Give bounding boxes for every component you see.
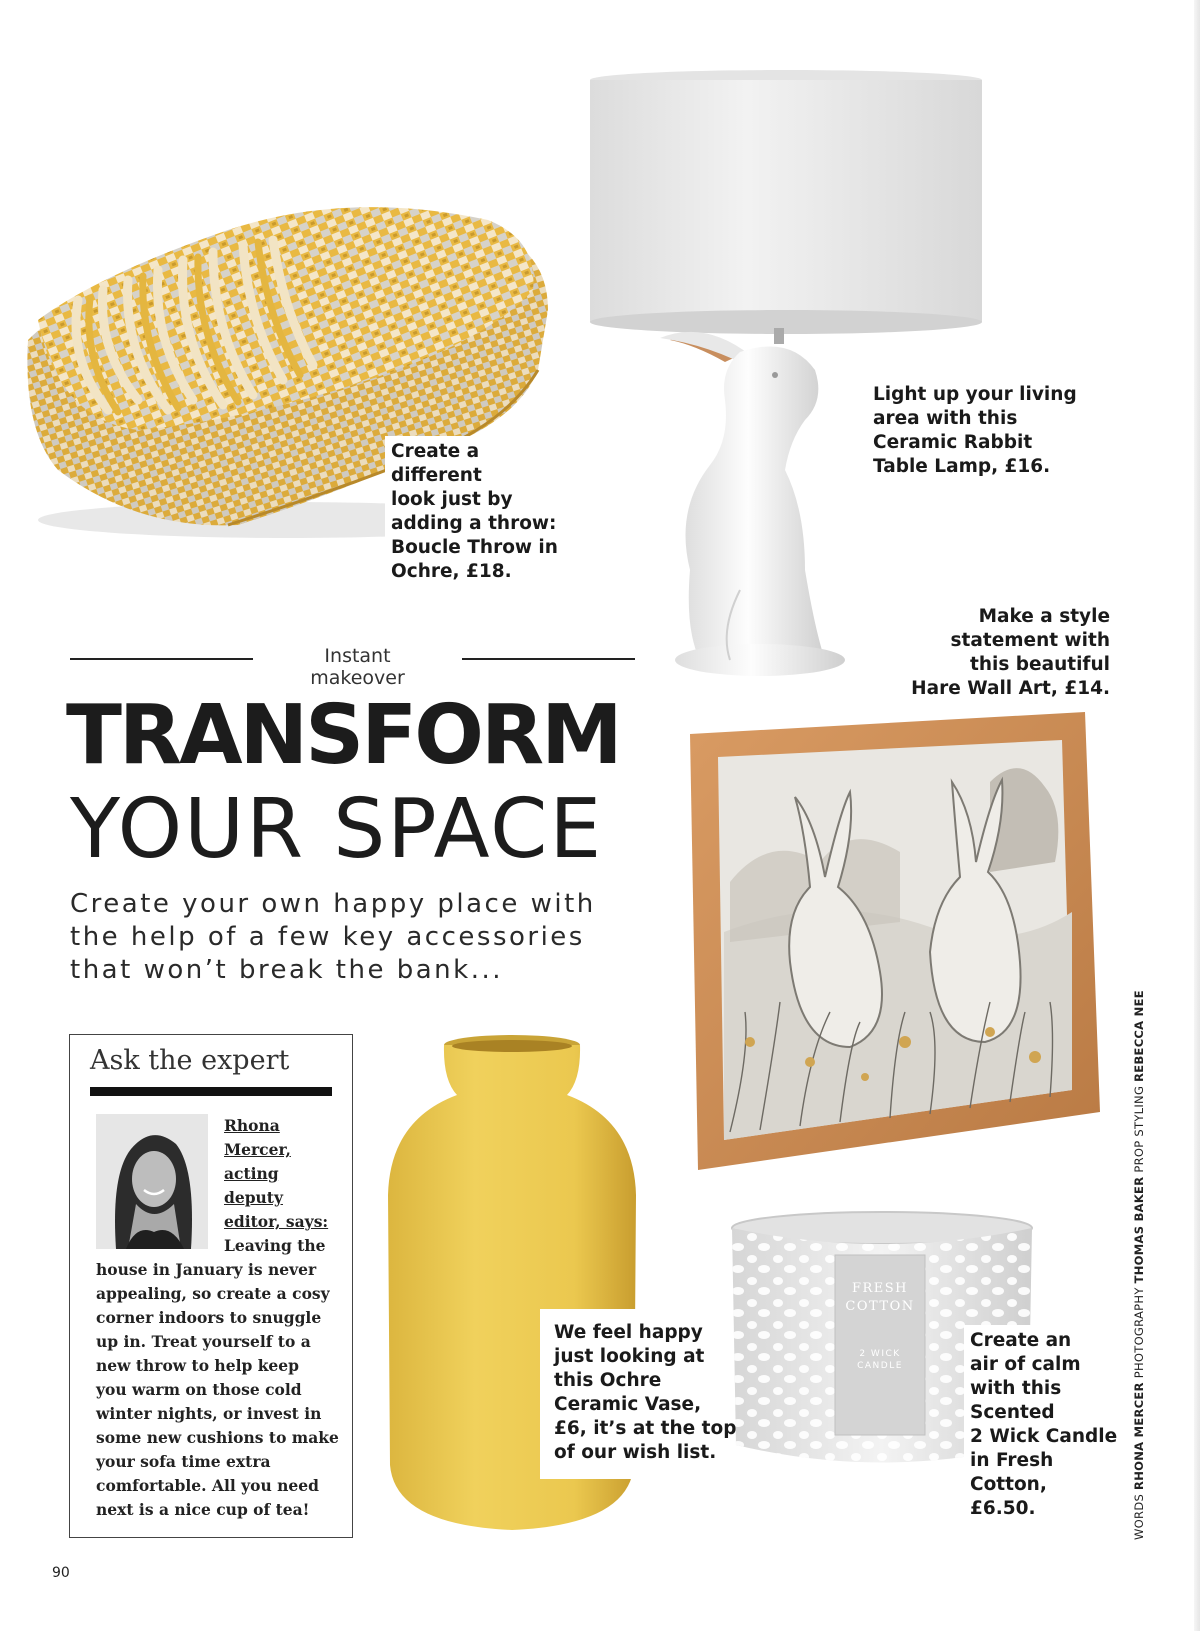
candle-caption: Create an air of calm with this Scented 2 Wick Candle in Fresh Cotton, £6.50.	[964, 1325, 1126, 1525]
expert-quote-lead: Leaving the	[224, 1236, 326, 1255]
kicker-rule-left	[70, 658, 253, 660]
expert-name: Rhona Mercer, acting deputy editor, says:	[224, 1116, 329, 1231]
page-edge-shadow	[1194, 0, 1200, 1631]
kicker-text: Instant makeover	[310, 645, 405, 689]
headline-your-space: YOUR SPACE	[70, 782, 604, 877]
photo-credits	[1132, 990, 1146, 1540]
page-number: 90	[52, 1565, 70, 1581]
vase-caption: We feel happy just looking at this Ochre Ceramic Vase, £6, it’s at the top of our wish list.	[540, 1309, 753, 1479]
credit-photo-label: PHOTOGRAPHY	[1132, 1287, 1146, 1379]
credit-styling-label: PROP STYLING	[1132, 1085, 1146, 1173]
candle-label-fresh: FRESH	[851, 1281, 909, 1296]
credit-styling-name: REBECCA NEE	[1132, 990, 1146, 1082]
throw-caption: Create a different look just by adding a throw: Boucle Throw in Ochre, £18.	[385, 436, 577, 588]
candle-label-cotton: COTTON	[845, 1299, 915, 1314]
wall-art-caption: Make a style statement with this beautiful Hare Wall Art, £14.	[911, 606, 1110, 699]
expert-title-bar	[90, 1087, 332, 1096]
credit-words-label: WORDS	[1132, 1493, 1146, 1540]
credit-words-name: RHONA MERCER	[1132, 1382, 1146, 1490]
credit-photo-name: THOMAS BAKER	[1132, 1176, 1146, 1284]
expert-portrait-photo	[96, 1114, 208, 1249]
standfirst: Create your own happy place with the help of a few key accessories that won’t break the bank...	[70, 889, 596, 985]
expert-quote-body: house in January is never appealing, so create a cosy corner indoors to snuggle up in. Treat yourself to a new throw to help keep you warm on those cold winter nights, or invest in some new cushions to make your sofa time extra comfortable. All you need next is a nice cup of tea!	[96, 1260, 339, 1519]
ask-the-expert-box	[69, 1034, 353, 1538]
lamp-caption: Light up your living area with this Ceramic Rabbit Table Lamp, £16.	[873, 384, 1077, 477]
hare-wall-art-image	[690, 712, 1100, 1170]
candle-label-candle: CANDLE	[857, 1361, 903, 1371]
kicker	[70, 645, 635, 689]
expert-box-title: Ask the expert	[90, 1045, 290, 1076]
headline-transform: TRANSFORM	[66, 688, 620, 783]
kicker-rule-right	[462, 658, 635, 660]
candle-label-2-wick: 2 WICK	[859, 1349, 901, 1359]
